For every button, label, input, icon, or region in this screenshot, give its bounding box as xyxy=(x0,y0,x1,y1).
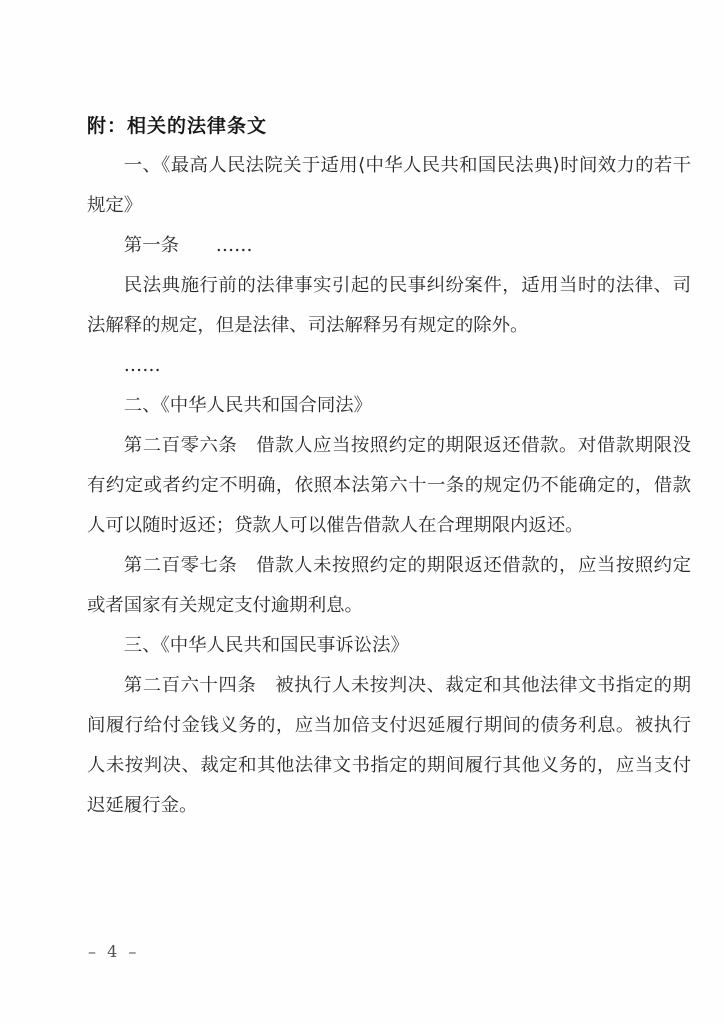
law-3-title: 三、《中华人民共和国民事诉讼法》 xyxy=(123,635,409,656)
page-number: – 4 – xyxy=(88,942,140,961)
article-1-body: 民法典施行前的法律事实引起的民事纠纷案件，适用当时的法律、司法解释的规定，但是法律、司法解释另有规定的除外。 xyxy=(87,275,691,336)
law-1-title: 一、《最高人民法院关于适用⟨中华人民共和国民法典⟩时间效力的若干规定》 xyxy=(87,155,691,216)
article-264: 第二百六十四条 被执行人未按判决、裁定和其他法律文书指定的期间履行给付金钱义务的，应当加倍支付迟延履行期间的债务利息。被执行人未按判决、裁定和其他法律文书指定的期间履行其他义务的，应当支付迟延履行金。 xyxy=(87,675,691,816)
attachment-heading: 附：相关的法律条文 xyxy=(87,115,268,137)
document-content xyxy=(87,106,691,826)
article-207: 第二百零七条 借款人未按照约定的期限返还借款的，应当按照约定或者国家有关规定支付逾期利息。 xyxy=(87,555,691,616)
article-206: 第二百零六条 借款人应当按照约定的期限返还借款。对借款期限没有约定或者约定不明确，依照本法第六十一条的规定仍不能确定的，借款人可以随时返还；贷款人可以催告借款人在合理期限内返还。 xyxy=(87,435,691,536)
law-2-title: 二、《中华人民共和国合同法》 xyxy=(123,395,373,416)
ellipsis-line: …… xyxy=(123,355,161,376)
article-1-number: 第一条 …… xyxy=(123,235,253,256)
